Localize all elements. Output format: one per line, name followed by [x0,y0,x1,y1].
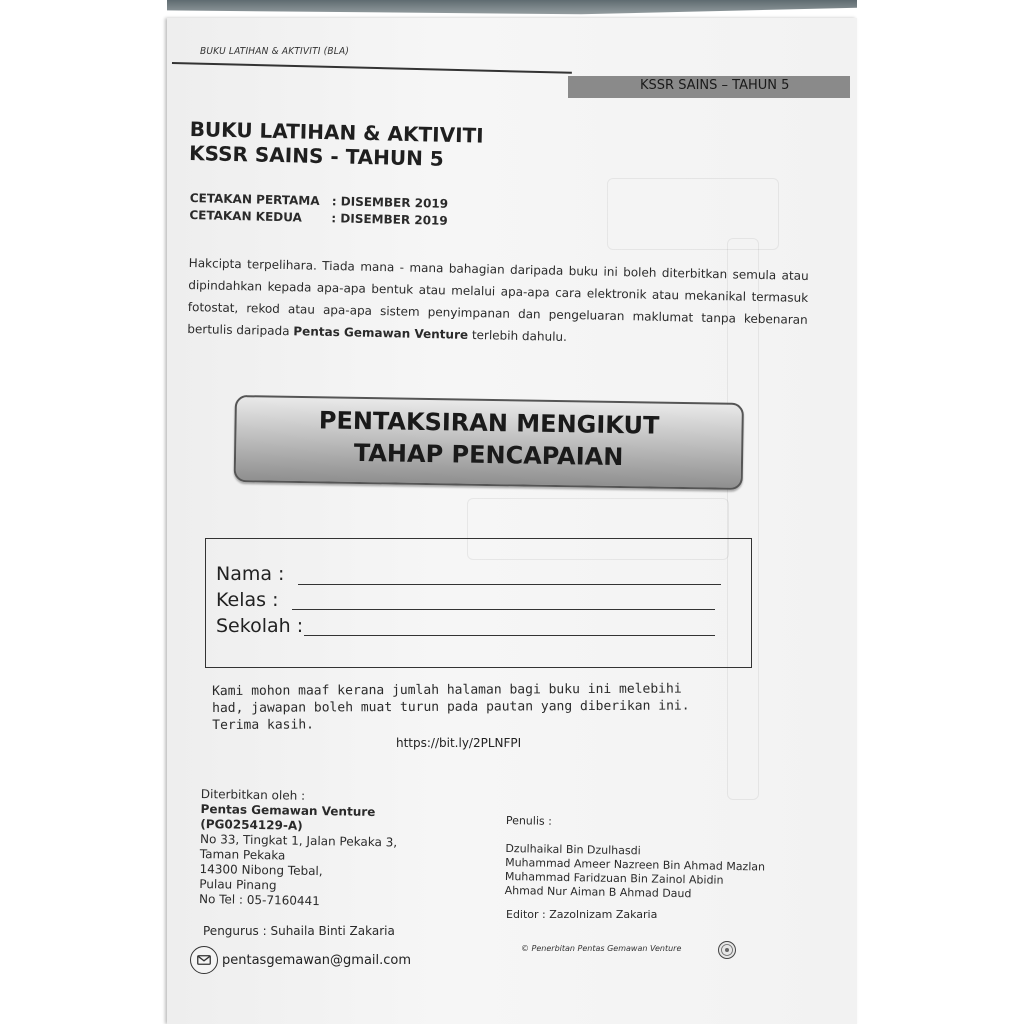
copyright-footer: © Penerbitan Pentas Gemawan Venture [521,944,682,953]
book-title-line1: BUKU LATIHAN & AKTIVITI [189,117,484,148]
writer-name: Muhammad Ameer Nazreen Bin Ahmad Mazlan [505,855,766,874]
class-field[interactable] [292,609,715,610]
download-notice [212,680,732,734]
email-address[interactable]: pentasgemawan@gmail.com [222,952,412,968]
publisher-tel: No Tel : 05-7160441 [198,891,321,909]
writer-name: Ahmad Nur Aiman B Ahmad Daud [504,883,692,901]
student-info-box [205,538,752,668]
writers-heading: Penulis : [505,814,552,828]
school-label: Sekolah : [216,615,304,637]
banner-line1: PENTAKSIRAN MENGIKUT [318,406,660,440]
header-band-label: KSSR SAINS – TAHUN 5 [640,78,790,93]
class-label: Kelas : [216,589,279,611]
publisher-address-1: No 33, Tingkat 1, Jalan Pekaka 3, [199,831,398,850]
name-label: Nama : [216,563,285,585]
envelope-icon [190,946,218,974]
copyright-notice [187,252,809,353]
publisher-address-4: Pulau Pinang [199,876,277,893]
banner-text [236,403,742,475]
series-label: BUKU LATIHAN & AKTIVITI (BLA) [200,46,350,57]
writers-block [505,814,766,903]
editor-line: Editor : Zazolnizam Zakaria [506,908,658,921]
writer-name: Muhammad Faridzuan Bin Zainol Abidin [504,869,724,887]
banner-line2: TAHAP PENCAPAIAN [353,438,624,472]
assessment-banner [234,395,744,490]
notice-line1: Kami mohon maaf kerana jumlah halaman bagi buku ini melebihi [212,681,682,699]
printing-second-label: CETAKAN KEDUA [189,207,303,225]
publisher-heading: Diterbitkan oleh : [200,787,306,803]
printing-info [189,190,448,230]
copyright-text: Hakcipta terpelihara. Tiada mana - mana bahagian daripada buku ini boleh diterbitkan semula atau dipindahkan kepada apa-apa bentuk atau melalui apa-apa cara elektronik atau mekanikal termasuk fotostat, rekod atau apa-apa sistem penyimpanan dan pengeluaran maklumat tanpa kebenaran bertulis daripada [187,255,809,339]
printing-first-value: : DISEMBER 2019 [331,194,449,211]
printing-first-label: CETAKAN PERTAMA [189,190,320,208]
publisher-block [199,787,398,910]
notice-line2: had, jawapan boleh muat turun pada pautan yang diberikan ini. [212,698,690,716]
copyright-publisher: Pentas Gemawan Venture [293,324,469,342]
answer-link[interactable]: https://bit.ly/2PLNFPI [396,736,522,750]
publisher-reg: (PG0254129-A) [200,816,303,833]
publisher-address-2: Taman Pekaka [199,846,286,863]
printing-second-value: : DISEMBER 2019 [331,211,448,228]
copyright-text-end: terlebih dahulu. [467,327,568,344]
publisher-seal-icon [717,940,737,960]
notice-line3: Terima kasih. [212,717,315,733]
school-field[interactable] [304,635,715,636]
writer-name: Dzulhaikal Bin Dzulhasdi [505,841,641,858]
book-title-line2: KSSR SAINS - TAHUN 5 [188,140,445,171]
name-field[interactable] [298,584,721,585]
email-contact[interactable] [190,945,411,975]
book-title [189,117,484,172]
manager-line: Pengurus : Suhaila Binti Zakaria [203,924,395,938]
publisher-address-3: 14300 Nibong Tebal, [199,861,323,879]
publisher-name: Pentas Gemawan Venture [200,801,376,820]
